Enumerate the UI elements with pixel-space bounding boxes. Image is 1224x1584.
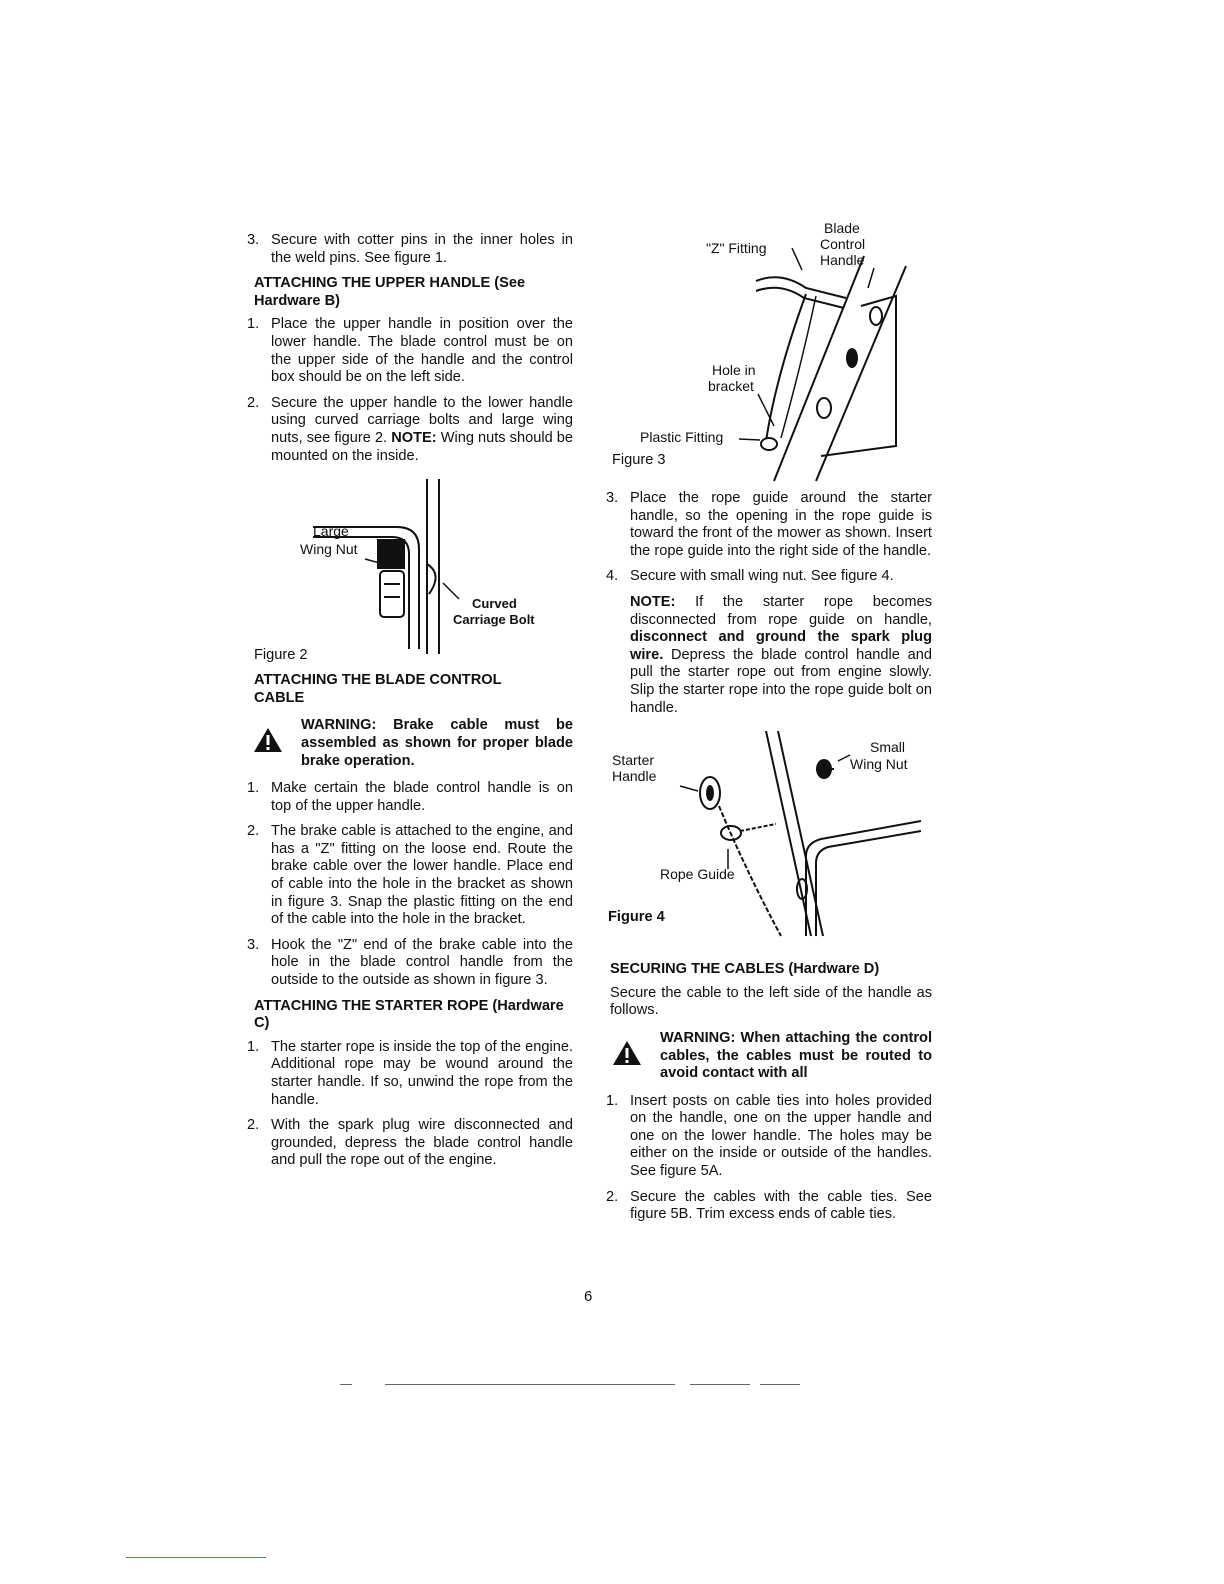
upper-handle-step-2 xyxy=(247,395,573,465)
step-text: The brake cable is attached to the engine, and has a "Z" fitting on the loose end. Route the brake cable over the lower handle. Place end of cable into the hole in the bracket as shown in figure 3. Snap the plastic fitting on the end of the cable into the hole in the bracket. xyxy=(271,823,573,928)
label-starter: Starter xyxy=(612,752,655,769)
step-text: Make certain the blade control handle is on top of the upper handle. xyxy=(271,780,573,814)
label-hole-in: Hole in xyxy=(712,362,756,378)
note-text-1: If the starter rope becomes disconnected from rope guide on handle, xyxy=(630,593,932,628)
securing-intro: Secure the cable to the left side of the handle as follows. xyxy=(610,984,932,1019)
warning-text: WARNING: Brake cable must be assembled as shown for proper blade brake operation. xyxy=(301,717,573,769)
step-text: Secure with cotter pins in the inner holes in the weld pins. See figure 1. xyxy=(271,232,573,266)
rope-guide-step-4 xyxy=(606,568,932,586)
figure-3-caption: Figure 3 xyxy=(612,452,666,468)
step-number: 1. xyxy=(247,780,260,797)
figure-4 xyxy=(606,731,932,953)
heading-starter-rope: ATTACHING THE STARTER ROPE (Hardware C) xyxy=(254,997,564,1032)
step-number: 3. xyxy=(247,232,260,248)
warning-text: WARNING: When attaching the control cables, the cables must be routed to avoid contact with all xyxy=(660,1029,932,1082)
step-number: 2. xyxy=(247,823,260,840)
label-curved: Curved xyxy=(472,596,517,612)
right-column xyxy=(606,490,932,1232)
heading-line-2: CABLE xyxy=(254,689,305,706)
label-rope-guide: Rope Guide xyxy=(660,866,735,883)
securing-step-2 xyxy=(606,1189,932,1224)
page-number: 6 xyxy=(584,1288,593,1305)
label-blade: Blade xyxy=(824,220,860,236)
warning-control-cables xyxy=(606,1030,932,1083)
warning-icon xyxy=(253,727,283,753)
step-number: 2. xyxy=(247,394,260,411)
step-text: Secure with small wing nut. See figure 4. xyxy=(630,568,894,585)
label-large: Large xyxy=(313,523,349,540)
scan-artifact-dash xyxy=(340,1384,352,1385)
step-text: Secure the cables with the cable ties. See figure 5B. Trim excess ends of cable ties. xyxy=(630,1188,932,1223)
warning-icon xyxy=(612,1040,642,1066)
blade-cable-step-2 xyxy=(247,823,573,929)
blade-cable-step-3 xyxy=(247,937,573,990)
note-text: Wing nuts should be mounted on the inside. xyxy=(271,429,573,464)
step-number: 1. xyxy=(606,1092,619,1109)
heading-line-1: ATTACHING THE BLADE CONTROL xyxy=(254,672,502,689)
figure-2-drawing xyxy=(247,479,573,664)
heading-upper-handle: ATTACHING THE UPPER HANDLE (See Hardware B) xyxy=(254,275,526,309)
label-handle: Handle xyxy=(612,768,657,785)
figure-4-caption: Figure 4 xyxy=(608,909,665,926)
step-text: Hook the "Z" end of the brake cable into the hole in the blade control handle from the outside to the outside as shown in figure 3. xyxy=(271,936,573,989)
step-text: With the spark plug wire disconnected and grounded, depress the blade control handle and pull the rope out of the engine. xyxy=(271,1117,573,1169)
blade-cable-step-1 xyxy=(247,780,573,815)
rope-guide-step-3 xyxy=(606,490,932,560)
label-handle: Handle xyxy=(820,252,865,268)
warning-brake-cable xyxy=(247,717,573,770)
label-wing-nut: Wing Nut xyxy=(850,756,908,773)
figure-2-caption: Figure 2 xyxy=(254,647,308,664)
heading-blade-control-cable xyxy=(254,672,573,707)
footer-rule xyxy=(126,1557,266,1558)
label-wing-nut: Wing Nut xyxy=(300,541,358,558)
step-number: 4. xyxy=(606,568,619,585)
label-carriage-bolt: Carriage Bolt xyxy=(453,612,535,628)
label-control: Control xyxy=(820,236,866,252)
starter-rope-step-1 xyxy=(247,1039,573,1109)
left-column xyxy=(247,232,573,1178)
step-number: 3. xyxy=(247,936,260,953)
step-number: 3. xyxy=(606,490,619,506)
note-starter-rope xyxy=(606,594,932,717)
scan-artifact-line xyxy=(690,1384,750,1385)
step-text: Place the upper handle in position over the lower handle. The blade control must be on the upper side of the handle and the control box should be on the left side. xyxy=(271,316,573,386)
note-label: NOTE: xyxy=(391,429,437,446)
scan-artifact-line xyxy=(385,1384,675,1385)
step-text: The starter rope is inside the top of the engine. Additional rope may be wound around the starter handle. If so, unwind the rope from the handle. xyxy=(271,1038,573,1108)
step-text: Place the rope guide around the starter handle, so the opening in the rope guide is toward the front of the mower as shown. Insert the rope guide into the right side of the handle. xyxy=(630,490,932,559)
note-bold: disconnect and ground the spark plug wire. xyxy=(630,629,932,663)
figure-2 xyxy=(247,479,573,664)
label-plastic-fitting: Plastic Fitting xyxy=(640,429,724,445)
upper-handle-step-1 xyxy=(247,316,573,386)
step-text: Insert posts on cable ties into holes provided on the handle, one on the upper handle and one on the lower handle. The holes may be either on the inside or outside of the handles. See figure 5A. xyxy=(630,1092,932,1180)
starter-rope-step-2 xyxy=(247,1117,573,1170)
label-z-fitting: "Z" Fitting xyxy=(706,240,767,256)
intro-step xyxy=(247,232,573,267)
securing-step-1 xyxy=(606,1093,932,1181)
heading-securing-cables: SECURING THE CABLES (Hardware D) xyxy=(610,961,880,978)
label-small: Small xyxy=(870,739,906,756)
step-number: 2. xyxy=(247,1117,260,1134)
step-number: 1. xyxy=(247,316,260,333)
note-text-2: Depress the blade control handle and pull the starter rope out from engine slowly. Slip the starter rope into the rope guide bolt on handle. xyxy=(630,646,932,716)
label-bracket: bracket xyxy=(708,378,754,394)
figure-3 xyxy=(606,216,936,484)
scan-artifact-line xyxy=(760,1384,800,1385)
step-number: 1. xyxy=(247,1038,260,1055)
step-number: 2. xyxy=(606,1188,619,1205)
step-text: Secure the upper handle to the lower handle using curved carriage bolts and large wing nuts, see figure 2. xyxy=(271,394,573,446)
note-label: NOTE: xyxy=(630,593,676,610)
